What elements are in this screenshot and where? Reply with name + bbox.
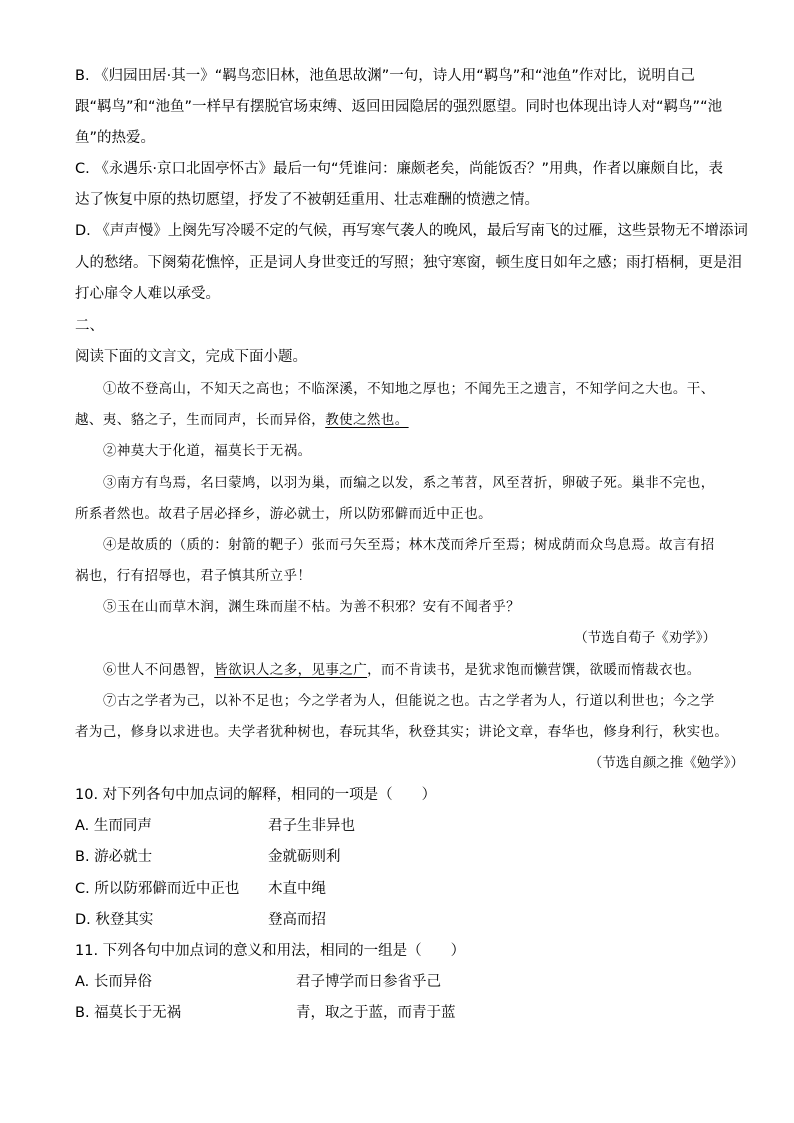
option-d-line-2: 人的愁绪。下阕菊花憔悴，正是词人身世变迁的写照；独守寒窗，顿生度日如年之感；雨打梧桐，更是泪 [75, 255, 742, 271]
underlined-sentence-2: 皆欲识人之多，见事之广 [214, 662, 368, 678]
q11-option-b-label: B. [75, 1005, 90, 1021]
q11-option-b-left: 福莫长于无祸 [94, 1005, 182, 1021]
passage-paragraph-6-end: ，而不肯读书，是犹求饱而懒营馔，欲暖而惰裁衣也。 [367, 662, 701, 678]
option-b-line-1: B. 《归园田居·其一》“羁鸟恋旧林，池鱼思故渊”一句，诗人用“羁鸟”和“池鱼”作对比，说明自己 [75, 68, 695, 84]
q11-option-b [75, 1003, 181, 1023]
q10-option-d-right: 登高而招 [268, 912, 326, 928]
q10-option-a-label: A. [75, 818, 90, 834]
q10-option-b-left: 游必就士 [94, 849, 153, 865]
passage-paragraph-6 [103, 660, 701, 680]
option-c-line-1: C. 《永遇乐·京口北固亭怀古》最后一句“凭谁问：廉颇老矣，尚能饭否？”用典，作者以廉颇自比，表 [75, 161, 723, 177]
q11-option-a-right: 君子博学而日参省乎己 [296, 974, 441, 990]
passage-paragraph-3-line-1: ③南方有鸟焉，名曰蒙鸠，以羽为巢，而编之以发，系之苇苕，风至苕折，卵破子死。巢非不完也， [103, 475, 715, 491]
q10-option-c-right: 木直中绳 [268, 881, 326, 897]
section-number: 二、 [75, 318, 104, 334]
passage-source-xunzi: （节选自荀子《劝学》） [574, 630, 716, 646]
q10-option-a-right: 君子生非异也 [268, 818, 355, 834]
passage-paragraph-4-line-1: ④是故质的（质的：射箭的靶子）张而弓矢至焉；林木茂而斧斤至焉；树成荫而众鸟息焉。故言有招 [103, 537, 715, 553]
passage-paragraph-6-start: ⑥世人不问愚智， [103, 662, 215, 678]
passage-paragraph-7-line-1: ⑦古之学者为己，以补不足也；今之学者为人，但能说之也。古之学者为人，行道以利世也；今之学 [103, 693, 715, 709]
passage-paragraph-4-line-2: 祸也，行有招辱也，君子慎其所立乎！ [75, 568, 312, 584]
q11-option-b-right: 青，取之于蓝，而青于蓝 [296, 1005, 456, 1021]
q11-option-a-left: 长而异俗 [93, 974, 152, 990]
q11-option-a [75, 972, 152, 992]
q10-option-b-label: B. [75, 849, 90, 865]
q10-option-c-left: 所以防邪僻而近中正也 [94, 881, 240, 897]
reading-instruction: 阅读下面的文言文，完成下面小题。 [75, 349, 307, 365]
question-11-stem: 11. 下列各句中加点词的意义和用法，相同的一组是（ ） [75, 943, 466, 959]
option-b-line-3: 鱼”的热爱。 [75, 130, 156, 146]
option-c-line-2: 达了恢复中原的热切愿望，抒发了不被朝廷重用、壮志难酬的愤懑之情。 [75, 192, 539, 208]
passage-paragraph-7-line-2: 者为己，修身以求进也。夫学者犹种树也，春玩其华，秋登其实；讲论文章，春华也，修身利行，秋实也。 [75, 724, 729, 740]
q10-option-d-left: 秋登其实 [95, 912, 154, 928]
q10-option-a-left: 生而同声 [93, 818, 152, 834]
q10-option-b [75, 847, 152, 867]
passage-paragraph-1-text: 越、夷、貉之子，生而同声，长而异俗， [75, 412, 326, 428]
q10-option-d [75, 910, 153, 930]
passage-paragraph-1-line-1: ①故不登高山，不知天之高也；不临深溪，不知地之厚也；不闻先王之遗言，不知学问之大也。干、 [103, 381, 715, 397]
option-b-line-2: 跟“羁鸟”和“池鱼”一样早有摆脱官场束缚、返回田园隐居的强烈愿望。同时也体现出诗人对“羁鸟”“池 [75, 99, 723, 115]
option-d-line-1: D. 《声声慢》上阕先写冷暖不定的气候，再写寒气袭人的晚风，最后写南飞的过雁，这些景物无不增添词 [75, 223, 748, 239]
underlined-sentence-1: 教使之然也。 [325, 412, 409, 428]
q10-option-d-label: D. [75, 912, 91, 928]
question-10-stem: 10. 对下列各句中加点词的解释，相同的一项是（ ） [75, 787, 437, 803]
passage-paragraph-2: ②神莫大于化道，福莫长于无祸。 [103, 443, 312, 459]
option-d-line-3: 打心扉令人难以承受。 [75, 286, 220, 302]
passage-source-yanzhitui: （节选自颜之推《勉学》） [588, 755, 744, 771]
q10-option-c [75, 879, 239, 899]
q10-option-b-right: 金就砺则利 [268, 849, 341, 865]
q10-option-c-label: C. [75, 881, 90, 897]
passage-paragraph-5: ⑤玉在山而草木润，渊生珠而崖不枯。为善不积邪？安有不闻者乎？ [103, 599, 520, 615]
passage-paragraph-1-line-2 [75, 410, 409, 430]
q10-option-a [75, 816, 152, 836]
passage-paragraph-3-line-2: 所系者然也。故君子居必择乡，游必就士，所以防邪僻而近中正也。 [75, 506, 492, 522]
q11-option-a-label: A. [75, 974, 90, 990]
